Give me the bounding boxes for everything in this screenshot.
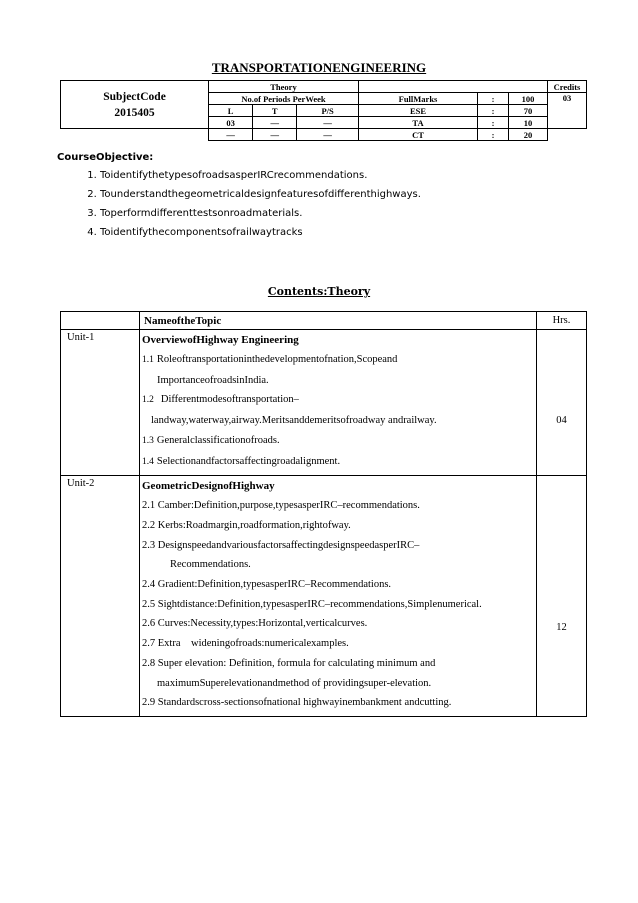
- subject-code-label: SubjectCode: [103, 90, 166, 103]
- objective-item: 2. Tounderstandthegeometricaldesignfeaturesofdifferenthighways.: [100, 185, 421, 204]
- topic-line: [142, 452, 536, 473]
- unit-label: Unit-1: [61, 330, 140, 476]
- blank-1: —: [209, 129, 253, 141]
- objective-item: 4. Toidentifythecomponentsofrailwaytracks: [100, 223, 421, 242]
- subject-code-table: [60, 80, 587, 141]
- contents-table: [60, 311, 587, 717]
- table-row: [61, 476, 587, 717]
- topic-line: [142, 390, 536, 411]
- ese-label: ESE: [359, 105, 478, 117]
- ct-value: 20: [509, 129, 548, 141]
- topic-line: [142, 431, 536, 452]
- blank-2: —: [253, 129, 297, 141]
- credits-header: Credits: [548, 81, 587, 93]
- header-unit-blank: [61, 312, 140, 330]
- topic-line: 2.8 Super elevation: Definition, formula for calculating minimum and: [142, 657, 436, 669]
- header-hrs: Hrs.: [537, 312, 587, 330]
- blank-3: —: [297, 129, 359, 141]
- col-l-header: L: [209, 105, 253, 117]
- topic-line: 2.5 Sightdistance:Definition,typesasperIRC–recommendations,Simplenumerical.: [142, 598, 482, 610]
- table-row: [61, 330, 587, 476]
- topic-line: 2.9 Standardscross-sectionsofnational highwayinembankment andcutting.: [142, 697, 452, 709]
- objective-heading: CourseObjective:: [57, 152, 154, 163]
- ta-colon: :: [478, 117, 509, 129]
- unit-label: Unit-2: [61, 476, 140, 717]
- ta-value: 10: [509, 117, 548, 129]
- subject-code-value: 2015405: [114, 106, 155, 119]
- topic-line: ImportanceofroadsinIndia.: [157, 374, 269, 386]
- topic-line: 2.6 Curves:Necessity,types:Horizontal,verticalcurves.: [142, 618, 368, 630]
- t-value: —: [253, 117, 297, 129]
- theory-header-blank: [359, 81, 548, 93]
- col-t-header: T: [253, 105, 297, 117]
- topic-line: Recommendations.: [170, 559, 251, 571]
- header-topic: NameoftheTopic: [140, 312, 537, 330]
- topic-line: landway,waterway,airway.Meritsanddemeritsofroadway andrailway.: [151, 415, 437, 427]
- objective-item: 3. Toperformdifferenttestsonroadmaterials.: [100, 204, 421, 223]
- unit-topics: [140, 330, 537, 476]
- contents-header-row: [61, 312, 587, 330]
- credits-value: 03: [548, 93, 587, 129]
- spacer-cell: [61, 129, 209, 141]
- fullmarks-colon: :: [478, 93, 509, 105]
- unit-topics: [140, 476, 537, 717]
- unit-heading: GeometricDesignofHighway: [142, 480, 275, 493]
- topic-line: [142, 350, 536, 371]
- topic-number: 1.3: [142, 435, 154, 446]
- topic-number: 1.4: [142, 456, 154, 467]
- col-ps-header: P/S: [297, 105, 359, 117]
- fullmarks-value: 100: [509, 93, 548, 105]
- unit-hours: 12: [537, 476, 587, 717]
- ct-colon: :: [478, 129, 509, 141]
- topic-text: Generalclassificationofroads.: [156, 434, 280, 446]
- topic-text: Roleoftransportationinthedevelopmentofnation,Scopeand: [156, 354, 398, 365]
- subject-code-cell: [61, 81, 209, 129]
- ps-value: —: [297, 117, 359, 129]
- fullmarks-label: FullMarks: [359, 93, 478, 105]
- ta-label: TA: [359, 117, 478, 129]
- topic-line: maximumSuperelevationandmethod of providingsuper-elevation.: [157, 677, 432, 689]
- topic-line: 2.4 Gradient:Definition,typesasperIRC–Recommendations.: [142, 579, 392, 591]
- topic-text: Differentmodesoftransportation–: [160, 394, 299, 406]
- l-value: 03: [209, 117, 253, 129]
- objective-list: [57, 166, 421, 242]
- topic-line: 2.2 Kerbs:Roadmargin,roadformation,rightofway.: [142, 519, 351, 531]
- document-title: TRANSPORTATIONENGINEERING: [211, 60, 427, 75]
- ct-label: CT: [359, 129, 478, 141]
- topic-text: Selectionandfactorsaffectingroadalignment.: [156, 455, 341, 467]
- course-objective: [57, 152, 421, 242]
- theory-header: Theory: [209, 81, 359, 93]
- ese-colon: :: [478, 105, 509, 117]
- topic-line: 2.1 Camber:Definition,purpose,typesasperIRC–recommendations.: [142, 500, 420, 512]
- unit-hours: 04: [537, 330, 587, 476]
- topic-line: 2.3 DesignspeedandvariousfactorsaffectingdesignspeedasperIRC–: [142, 539, 420, 551]
- topic-number: 1.1: [142, 355, 154, 365]
- unit-heading: OverviewofHighway Engineering: [142, 334, 299, 346]
- topic-number: 1.2: [142, 395, 154, 406]
- ese-value: 70: [509, 105, 548, 117]
- objective-item: 1. ToidentifythetypesofroadsasperIRCrecommendations.: [100, 166, 421, 185]
- topic-line: 2.7 Extra wideningofroads:numericalexamples.: [142, 638, 349, 650]
- spacer-cell-2: [548, 129, 587, 141]
- periods-header: No.of Periods PerWeek: [209, 93, 359, 105]
- contents-title: Contents:Theory: [267, 285, 371, 298]
